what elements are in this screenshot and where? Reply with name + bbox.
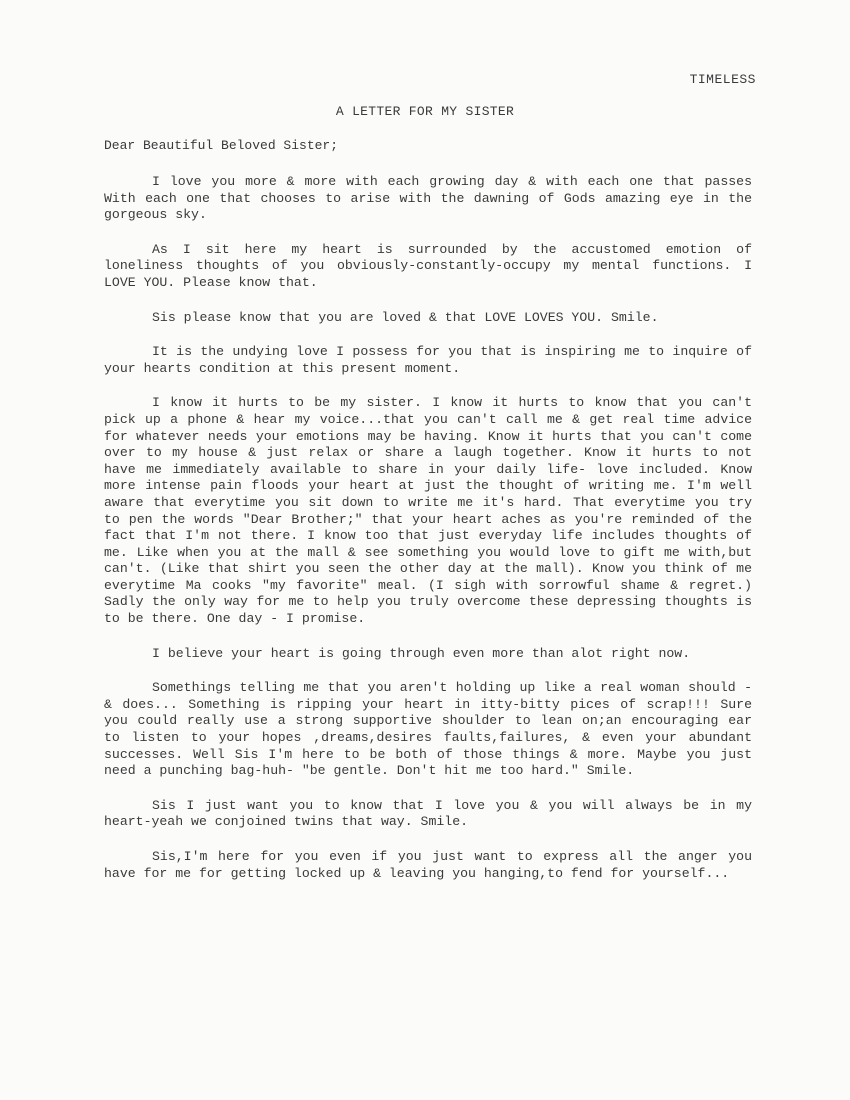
paragraph: It is the undying love I possess for you that is inspiring me to inquire of your hearts condition at this present moment. bbox=[104, 344, 752, 376]
paragraph: Somethings telling me that you aren't holding up like a real woman should - & does... Something is ripping your heart in itty-bitty pices of scrap!!! Sure you could really use a strong supportive shoulder to lean on;an encouraging ear to listen to your hopes ,dreams,desires faults,failures, & even your abundant successes. Well Sis I'm here to be both of those things & more. Maybe you just need a punching bag-huh- "be gentle. Don't hit me too hard." Smile. bbox=[104, 680, 752, 779]
paragraph: I know it hurts to be my sister. I know it hurts to know that you can't pick up a phone & hear my voice...that you can't call me & get real time advice for whatever needs your emotions may be having. Know it hurts that you can't come over to my house & just relax or share a laugh together. Know it hurts to not have me immediately available to share in your daily life- love included. Know more intense pain floods your heart at just the thought of writing me. I'm well aware that everytime you sit down to write me it's hard. That everytime you try to pen the words "Dear Brother;" that your heart aches as you're reminded of the fact that I'm not there. I know too that just everyday life includes thoughts of me. Like when you at the mall & see something you would love to gift me with,but can't. (Like that shirt you seen the other day at the mall). Know you think of me everytime Ma cooks "my favorite" meal. (I sigh with sorrowful shame & regret.) Sadly the only way for me to help you truly overcome these depressing thoughts is to be there. One day - I promise. bbox=[104, 395, 752, 627]
paragraph: Sis,I'm here for you even if you just want to express all the anger you have for me for getting locked up & leaving you hanging,to fend for yourself... bbox=[104, 849, 752, 881]
paragraph: I believe your heart is going through even more than alot right now. bbox=[152, 645, 691, 661]
paragraph: As I sit here my heart is surrounded by the accustomed emotion of loneliness thoughts of you obviously-constantly-occupy my mental functions. I LOVE YOU. Please know that. bbox=[104, 241, 752, 290]
salutation: Dear Beautiful Beloved Sister; bbox=[104, 138, 339, 153]
header-tag: TIMELESS bbox=[689, 72, 756, 87]
letter-title: A LETTER FOR MY SISTER bbox=[335, 104, 515, 119]
paragraph: I love you more & more with each growing day & with each one that passes With each one that chooses to arise with the dawning of Gods amazing eye in the gorgeous sky. bbox=[104, 174, 752, 223]
paragraph: Sis please know that you are loved & that LOVE LOVES YOU. Smile. bbox=[152, 309, 659, 325]
letter-body bbox=[104, 174, 752, 900]
paragraph: Sis I just want you to know that I love you & you will always be in my heart-yeah we conjoined twins that way. Smile. bbox=[104, 797, 752, 830]
